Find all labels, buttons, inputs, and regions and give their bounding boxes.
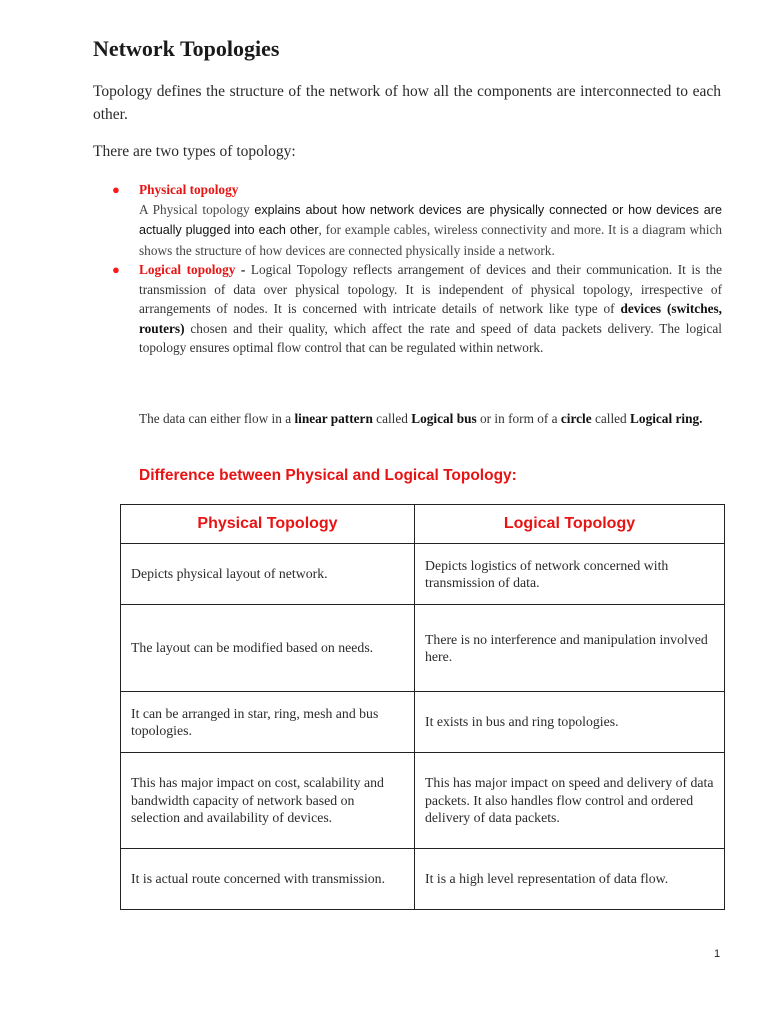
physical-desc-part2: explains about how network devices are physically connected or how devices are actually plugged into each other xyxy=(139,202,722,237)
table-row xyxy=(121,544,725,605)
logical-desc-part1: Logical Topology reflects arrangement of devices and their communication. It is the transmission of data over physical topology. It is independent of physical topology, irrespective of arrangements of nodes. It is concerned with intricate details of network like type of xyxy=(139,262,723,316)
physical-desc-part3: , for example cables, wireless connectivity and more. It is a diagram which shows the structure of how devices are connected physically inside a network. xyxy=(139,222,722,258)
intro-paragraph: Topology defines the structure of the network of how all the components are interconnected to each other. xyxy=(93,83,721,123)
list-item-physical-topology xyxy=(108,180,722,260)
table-cell-physical: The layout can be modified based on needs. xyxy=(121,605,415,692)
dataflow-bold-circle: circle xyxy=(560,411,592,426)
bullet-icon: ● xyxy=(112,262,120,277)
table-cell-logical: There is no interference and manipulation involved here. xyxy=(415,605,725,692)
table-cell-logical: It exists in bus and ring topologies. xyxy=(415,692,725,753)
dataflow-text-1: The data can either flow in a xyxy=(139,411,295,426)
logical-dash: - xyxy=(235,262,251,277)
table-header-row xyxy=(121,505,725,544)
table-cell-physical: It can be arranged in star, ring, mesh and bus topologies. xyxy=(121,692,415,753)
table-row xyxy=(121,692,725,753)
bullet-icon: ● xyxy=(112,182,120,197)
header-logical-topology: Logical Topology xyxy=(415,505,725,544)
dataflow-text-2: called xyxy=(372,411,412,426)
logical-devices-bold: devices (switches, routers) xyxy=(139,301,722,336)
dataflow-text-4: called xyxy=(591,411,631,426)
physical-desc-part1: A Physical topology xyxy=(139,201,255,217)
logical-topology-label: Logical topology xyxy=(139,262,236,277)
table-cell-logical: Depicts logistics of network concerned with transmission of data. xyxy=(415,544,725,605)
types-intro-line: There are two types of topology: xyxy=(93,143,296,160)
dataflow-bold-logical-bus: Logical bus xyxy=(411,411,477,426)
table-cell-physical: This has major impact on cost, scalability and bandwidth capacity of network based on selection and availability of devices. xyxy=(121,753,415,849)
table-row xyxy=(121,849,725,910)
list-item-logical-topology xyxy=(108,260,722,358)
table-cell-physical: Depicts physical layout of network. xyxy=(121,544,415,605)
comparison-table xyxy=(120,504,725,910)
data-flow-paragraph xyxy=(139,409,723,429)
logical-desc-part2: chosen and their quality, which affect the rate and speed of data packets delivery. The logical topology ensures optimal flow control that can be regulated within network. xyxy=(139,320,722,355)
page-title: Network Topologies xyxy=(93,36,280,61)
physical-topology-label: Physical topology xyxy=(139,182,239,197)
table-row xyxy=(121,605,725,692)
dataflow-bold-linear-pattern: linear pattern xyxy=(294,411,373,426)
topology-types-list xyxy=(108,180,722,358)
table-row xyxy=(121,753,725,849)
dataflow-text-3: or in form of a xyxy=(476,411,561,426)
header-physical-topology: Physical Topology xyxy=(121,505,415,544)
table-cell-logical: This has major impact on speed and delivery of data packets. It also handles flow control and ordered delivery of data packets. xyxy=(415,753,725,849)
table-cell-logical: It is a high level representation of data flow. xyxy=(415,849,725,910)
page-number: 1 xyxy=(714,948,721,960)
dataflow-bold-logical-ring: Logical ring. xyxy=(630,411,703,426)
table-cell-physical: It is actual route concerned with transmission. xyxy=(121,849,415,910)
difference-heading: Difference between Physical and Logical Topology: xyxy=(139,467,517,484)
